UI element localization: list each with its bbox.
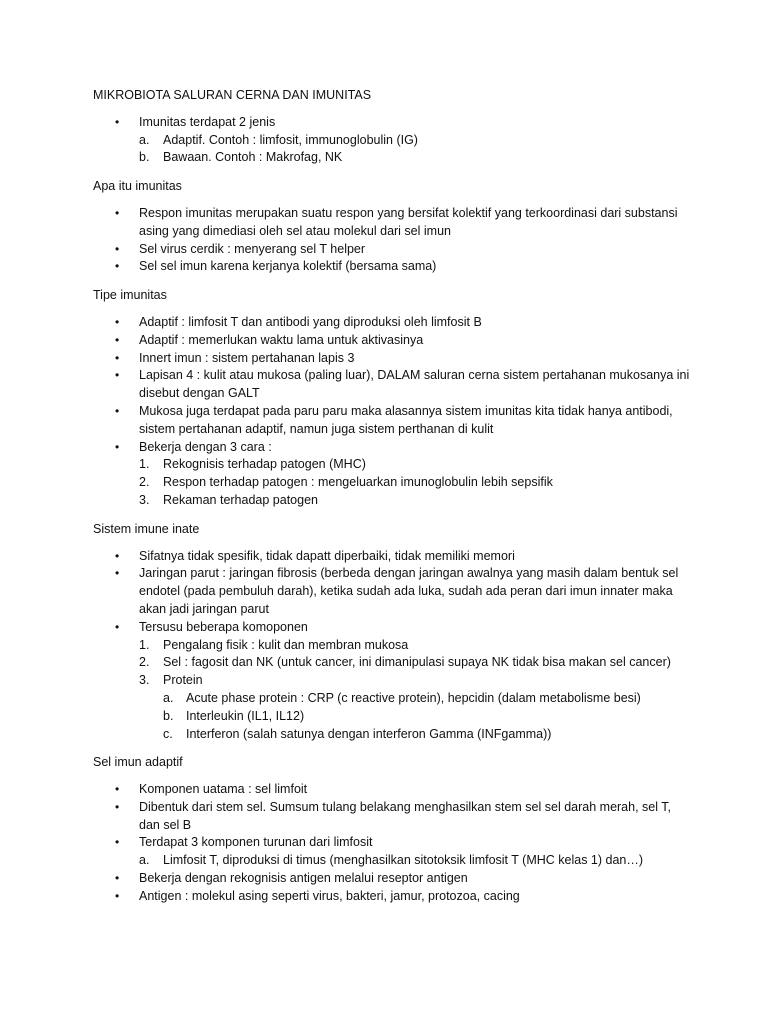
list-marker: a. (139, 132, 150, 147)
item-text: Sifatnya tidak spesifik, tidak dapatt diperbaiki, tidak memiliki memori (139, 548, 515, 563)
item-text: Sel : fagosit dan NK (untuk cancer, ini dimanipulasi supaya NK tidak bisa makan sel cancer) (163, 655, 671, 670)
item-text: Jaringan parut : jaringan fibrosis (berbeda dengan jaringan awalnya yang masih dalam bentuk sel endotel (pada pembuluh darah), ketika sudah ada luka, sudah ada peran dari imun innater maka akan jadi jaringan parut (139, 566, 679, 616)
list-item (93, 619, 693, 637)
item-text: Adaptif. Contoh : limfosit, immunoglobulin (IG) (163, 132, 418, 147)
list-item (93, 548, 693, 566)
list-item (93, 781, 693, 799)
list-item (93, 205, 693, 241)
list-item (93, 241, 693, 259)
item-text: Bekerja dengan rekognisis antigen melalui reseptor antigen (139, 871, 468, 886)
document-sections (93, 114, 693, 906)
bullet-marker: • (115, 241, 120, 256)
list-item (93, 314, 693, 332)
list-item (93, 474, 693, 492)
list-item (93, 456, 693, 474)
list-item (93, 492, 693, 510)
item-list (93, 314, 693, 510)
section (93, 521, 693, 744)
list-marker: 2. (139, 475, 150, 490)
list-item (93, 565, 693, 618)
item-text: Antigen : molekul asing seperti virus, bakteri, jamur, protozoa, cacing (139, 888, 520, 903)
item-text: Dibentuk dari stem sel. Sumsum tulang belakang menghasilkan stem sel sel darah merah, sel T, dan sel B (139, 799, 671, 832)
item-list (93, 548, 693, 744)
item-text: Rekognisis terhadap patogen (MHC) (163, 457, 366, 472)
item-text: Bekerja dengan 3 cara : (139, 439, 272, 454)
list-marker: b. (163, 708, 174, 723)
list-item (93, 690, 693, 708)
item-text: Lapisan 4 : kulit atau mukosa (paling luar), DALAM saluran cerna sistem pertahanan mukosanya ini disebut dengan GALT (139, 368, 690, 401)
list-item (93, 114, 693, 132)
bullet-marker: • (115, 350, 120, 365)
bullet-marker: • (115, 888, 120, 903)
item-text: Adaptif : limfosit T dan antibodi yang diproduksi oleh limfosit B (139, 314, 482, 329)
item-list (93, 781, 693, 906)
section (93, 178, 693, 276)
item-list (93, 114, 693, 167)
list-item (93, 149, 693, 167)
list-item (93, 852, 693, 870)
document-title: MIKROBIOTA SALURAN CERNA DAN IMUNITAS (93, 88, 372, 102)
list-item (93, 870, 693, 888)
list-item (93, 132, 693, 150)
document-body (93, 87, 693, 917)
bullet-marker: • (115, 782, 120, 797)
list-item (93, 726, 693, 744)
bullet-marker: • (115, 259, 120, 274)
item-text: Terdapat 3 komponen turunan dari limfosit (139, 835, 373, 850)
list-item (93, 350, 693, 368)
bullet-marker: • (115, 114, 120, 129)
bullet-marker: • (115, 799, 120, 814)
list-marker: 1. (139, 457, 150, 472)
list-item (93, 332, 693, 350)
item-text: Pengalang fisik : kulit dan membran mukosa (163, 637, 409, 652)
list-item (93, 672, 693, 690)
section (93, 287, 693, 510)
item-text: Protein (163, 673, 203, 688)
list-item (93, 654, 693, 672)
item-text: Acute phase protein : CRP (c reactive protein), hepcidin (dalam metabolisme besi) (186, 690, 641, 705)
item-text: Interleukin (IL1, IL12) (186, 708, 305, 723)
bullet-marker: • (115, 548, 120, 563)
list-item (93, 799, 693, 835)
item-text: Tersusu beberapa komoponen (139, 619, 308, 634)
list-marker: 2. (139, 655, 150, 670)
section-heading: Sistem imune inate (93, 521, 200, 536)
item-list (93, 205, 693, 276)
section-heading: Tipe imunitas (93, 288, 167, 303)
list-marker: a. (163, 690, 174, 705)
list-item (93, 888, 693, 906)
section (93, 114, 693, 167)
item-text: Mukosa juga terdapat pada paru paru maka alasannya sistem imunitas kita tidak hanya antibodi, sistem pertahanan adaptif, namun juga sistem perthanan di kulit (139, 403, 673, 436)
bullet-marker: • (115, 871, 120, 886)
list-item (93, 708, 693, 726)
bullet-marker: • (115, 566, 120, 581)
bullet-marker: • (115, 403, 120, 418)
item-text: Sel sel imun karena kerjanya kolektif (bersama sama) (139, 259, 437, 274)
item-text: Limfosit T, diproduksi di timus (menghasilkan sitotoksik limfosit T (MHC kelas 1) dan…) (163, 853, 644, 868)
list-item (93, 637, 693, 655)
section-heading: Sel imun adaptif (93, 755, 183, 770)
bullet-marker: • (115, 368, 120, 383)
section-heading: Apa itu imunitas (93, 179, 182, 194)
bullet-marker: • (115, 439, 120, 454)
item-text: Interferon (salah satunya dengan interferon Gamma (INFgamma)) (186, 726, 552, 741)
item-text: Imunitas terdapat 2 jenis (139, 114, 276, 129)
bullet-marker: • (115, 619, 120, 634)
list-marker: a. (139, 853, 150, 868)
list-item (93, 403, 693, 439)
item-text: Sel virus cerdik : menyerang sel T helper (139, 241, 366, 256)
list-item (93, 367, 693, 403)
list-marker: b. (139, 150, 150, 165)
item-text: Innert imun : sistem pertahanan lapis 3 (139, 350, 355, 365)
list-marker: 1. (139, 637, 150, 652)
bullet-marker: • (115, 835, 120, 850)
item-text: Respon imunitas merupakan suatu respon yang bersifat kolektif yang terkoordinasi dari substansi asing yang dimediasi oleh sel atau molekul dari sel imun (139, 205, 678, 238)
list-marker: 3. (139, 673, 150, 688)
section (93, 754, 693, 905)
list-item (93, 834, 693, 852)
list-marker: c. (163, 726, 173, 741)
item-text: Respon terhadap patogen : mengeluarkan imunoglobulin lebih sepsifik (163, 475, 553, 490)
bullet-marker: • (115, 332, 120, 347)
item-text: Adaptif : memerlukan waktu lama untuk aktivasinya (139, 332, 424, 347)
item-text: Rekaman terhadap patogen (163, 492, 318, 507)
list-marker: 3. (139, 492, 150, 507)
list-item (93, 439, 693, 457)
item-text: Bawaan. Contoh : Makrofag, NK (163, 150, 343, 165)
bullet-marker: • (115, 314, 120, 329)
list-item (93, 258, 693, 276)
item-text: Komponen uatama : sel limfoit (139, 782, 308, 797)
bullet-marker: • (115, 205, 120, 220)
